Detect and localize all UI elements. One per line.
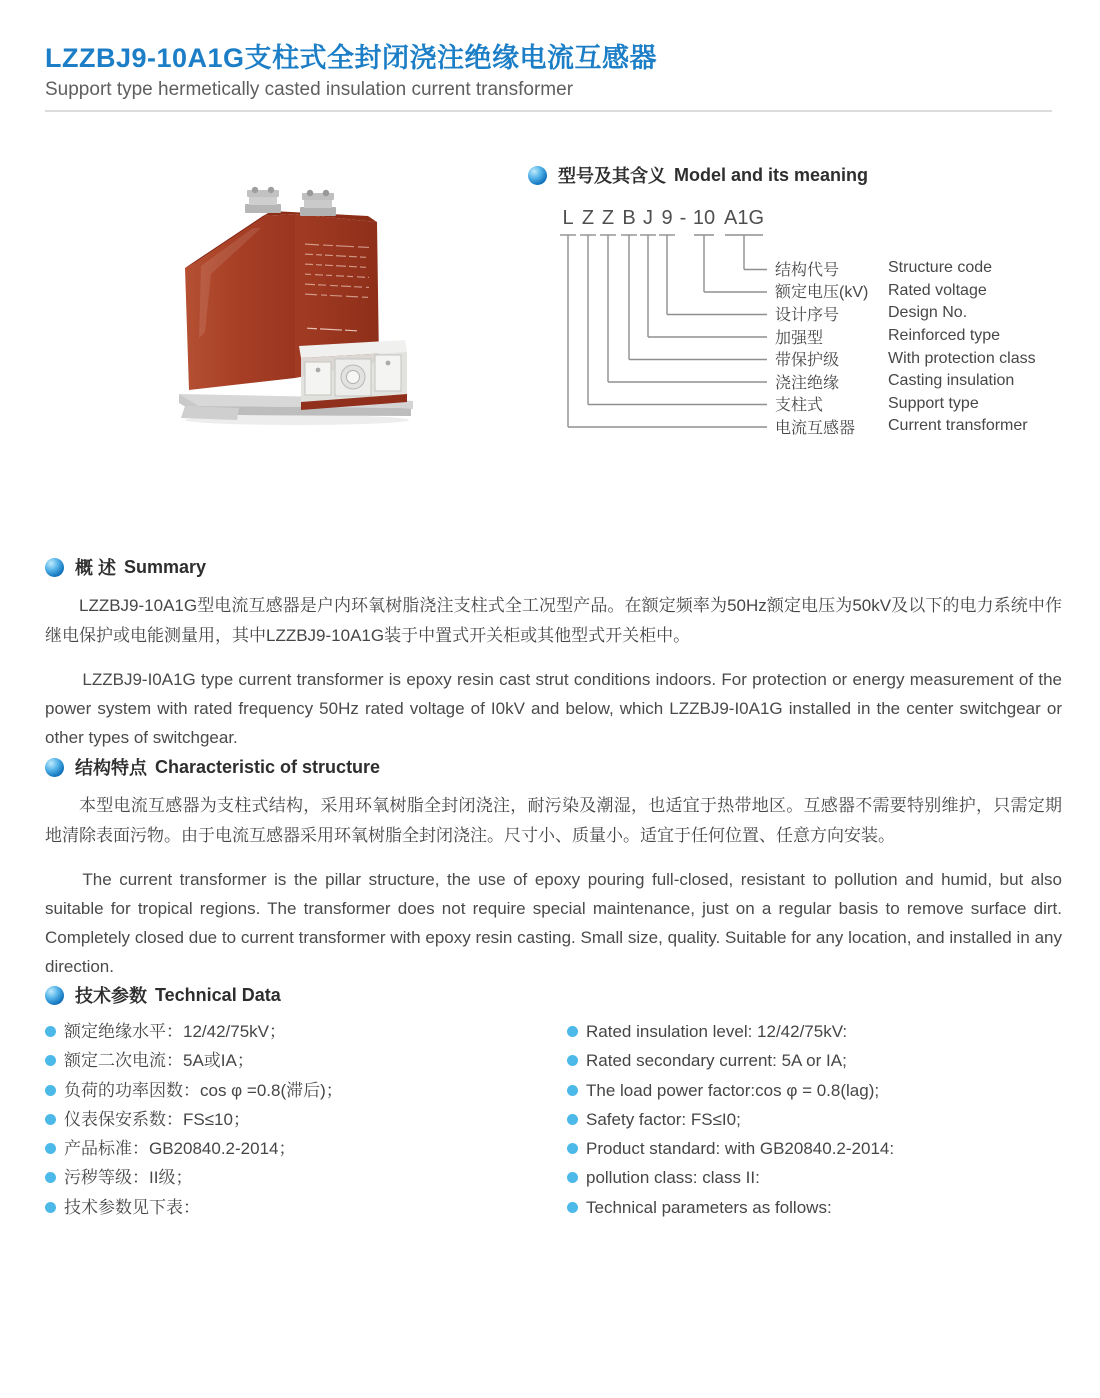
list-bullet-icon	[567, 1114, 578, 1125]
list-bullet-icon	[45, 1172, 56, 1183]
list-bullet-icon	[45, 1114, 56, 1125]
model-row	[775, 280, 1065, 303]
list-bullet-icon	[567, 1055, 578, 1066]
model-row	[775, 393, 1065, 416]
model-code-part: J	[643, 207, 653, 229]
header	[45, 42, 1057, 102]
list-bullet-icon	[45, 1202, 56, 1213]
model-row	[775, 302, 1065, 325]
section-bullet-icon	[45, 558, 64, 577]
list-bullet-icon	[45, 1143, 56, 1154]
tech-item	[567, 1135, 1062, 1164]
current-transformer-illustration	[175, 182, 415, 427]
model-code-part: 9	[661, 207, 673, 229]
section-heading-model	[528, 162, 868, 188]
tech-item-en: Rated insulation level: 12/42/75kV:	[586, 1022, 848, 1041]
tech-item	[45, 1135, 567, 1164]
tech-item	[567, 1077, 1062, 1106]
summary-section	[45, 554, 1062, 752]
tech-item	[567, 1106, 1062, 1135]
model-row-en: Design No.	[888, 304, 968, 322]
list-bullet-icon	[45, 1055, 56, 1066]
list-bullet-icon	[567, 1172, 578, 1183]
model-row	[775, 415, 1065, 438]
tech-item	[567, 1194, 1062, 1223]
model-row	[775, 370, 1065, 393]
model-row-zh: 结构代号	[775, 261, 840, 279]
model-row	[775, 347, 1065, 370]
tech-item-zh: 技术参数见下表：	[64, 1197, 200, 1217]
tech-item	[567, 1018, 1062, 1047]
model-code-part: L	[562, 207, 574, 229]
tech-item-zh: 仪表保安系数：FS≤10；	[64, 1109, 250, 1129]
list-bullet-icon	[567, 1026, 578, 1037]
model-row-en: Structure code	[888, 259, 993, 277]
structure-paragraph-zh: 本型电流互感器为支柱式结构，采用环氧树脂全封闭浇注，耐污染及潮湿，也适宜于热带地区。互感器不需要特别维护，只需定期地清除表面污物。由于电流互感器采用环氧树脂全封闭浇注。尺寸小、质量小。适宜于任何位置、任意方向安装。	[45, 796, 1062, 845]
model-row-zh: 电流互感器	[775, 419, 856, 437]
section-heading-structure	[45, 754, 1062, 780]
section-heading-summary	[45, 554, 1062, 580]
model-row-zh: 加强型	[775, 329, 824, 347]
model-row-en: Casting insulation	[888, 372, 1015, 390]
tech-item	[567, 1047, 1062, 1076]
model-row-zh: 额定电压(kV)	[775, 284, 869, 302]
model-row-en: Support type	[888, 394, 979, 412]
model-code-part: B	[622, 207, 636, 229]
tech-item-zh: 负荷的功率因数：cos φ =0.8(滞后)；	[64, 1080, 343, 1100]
list-bullet-icon	[45, 1085, 56, 1096]
tech-item-zh: 额定绝缘水平：12/42/75kV；	[64, 1022, 287, 1041]
section-bullet-icon	[45, 758, 64, 777]
tech-item	[45, 1018, 567, 1047]
model-code-part: Z	[601, 207, 615, 229]
model-row-en: Rated voltage	[888, 281, 987, 299]
model-row-zh: 带保护级	[775, 352, 840, 370]
model-row	[775, 257, 1065, 280]
tech-item-en: Safety factor: FS≤I0;	[586, 1109, 741, 1129]
tech-item-zh: 额定二次电流：5A或IA；	[64, 1051, 254, 1071]
header-divider	[45, 110, 1052, 112]
tech-item	[45, 1077, 567, 1106]
list-bullet-icon	[45, 1026, 56, 1037]
list-bullet-icon	[567, 1085, 578, 1096]
list-bullet-icon	[567, 1143, 578, 1154]
model-row-en: Current transformer	[888, 417, 1028, 435]
model-code-part: Z	[581, 207, 595, 229]
section-bullet-icon	[528, 166, 547, 185]
section-heading-technical	[45, 982, 1062, 1008]
model-row-zh: 浇注绝缘	[775, 374, 840, 392]
structure-heading-zh: 结构特点	[75, 758, 147, 778]
tech-item-en: The load power factor:cos φ = 0.8(lag);	[586, 1080, 880, 1100]
technical-heading-en: Technical Data	[155, 984, 281, 1005]
tech-item	[45, 1106, 567, 1135]
page-subtitle: Support type hermetically casted insulation current transformer	[45, 79, 574, 100]
technical-heading-zh: 技术参数	[75, 986, 147, 1006]
tech-item-en: Product standard: with GB20840.2-2014:	[586, 1139, 895, 1159]
tech-item-en: Rated secondary current: 5A or IA;	[586, 1051, 847, 1071]
model-heading-zh: 型号及其含义	[558, 166, 666, 186]
tech-item	[567, 1164, 1062, 1193]
tech-item-en: Technical parameters as follows:	[586, 1197, 832, 1217]
model-row-zh: 设计序号	[775, 306, 840, 324]
tech-item-zh: 产品标准：GB20840.2-2014；	[64, 1139, 296, 1159]
model-meaning-rows	[775, 257, 1065, 438]
model-code-part: -	[679, 207, 687, 229]
model-row-en: With protection class	[888, 349, 1036, 367]
tech-item-en: pollution class: class II:	[586, 1168, 760, 1188]
tech-item	[45, 1164, 567, 1193]
list-bullet-icon	[567, 1202, 578, 1213]
product-photo	[175, 182, 415, 427]
summary-heading-zh: 概 述	[75, 558, 117, 578]
technical-list	[45, 1018, 1062, 1223]
tech-item	[45, 1194, 567, 1223]
structure-heading-en: Characteristic of structure	[155, 756, 381, 777]
summary-paragraph-zh: LZZBJ9-10A1G型电流互感器是户内环氧树脂浇注支柱式全工况型产品。在额定频率为50Hz额定电压为50kV及以下的电力系统中作继电保护或电能测量用，其中LZZBJ9-10A1G装于中置式开关柜或其他型式开关柜中。	[45, 596, 1062, 645]
model-row-zh: 支柱式	[775, 397, 824, 415]
page-title: LZZBJ9-10A1G支柱式全封闭浇注绝缘电流互感器	[45, 43, 658, 73]
model-connector-lines	[540, 200, 800, 445]
model-row	[775, 325, 1065, 348]
summary-heading-en: Summary	[124, 556, 207, 577]
technical-section	[45, 982, 1062, 1223]
structure-paragraph-en: The current transformer is the pillar structure, the use of epoxy pouring full-closed, resistant to pollution and humid, but also suitable for tropical regions. The transformer does not require special maintenance, just on a regular basis to remove surface dirt. Completely closed due to current transformer with epoxy resin casting. Small size, quality. Suitable for any location, and installed in any direction.	[45, 870, 1062, 976]
structure-section	[45, 754, 1062, 981]
model-code-part: A1G	[723, 207, 765, 229]
model-row-en: Reinforced type	[888, 327, 1001, 345]
section-bullet-icon	[45, 986, 64, 1005]
tech-item-zh: 污秽等级：II级；	[64, 1168, 193, 1188]
summary-paragraph-en: LZZBJ9-I0A1G type current transformer is epoxy resin cast strut conditions indoors. For protection or energy measurement of the power system with rated frequency 50Hz rated voltage of I0kV and below, which LZZBJ9-I0A1G installed in the center switchgear or other types of switchgear.	[45, 670, 1062, 747]
tech-item	[45, 1047, 567, 1076]
model-code-part: 10	[692, 207, 716, 229]
model-heading-en: Model and its meaning	[674, 164, 869, 185]
